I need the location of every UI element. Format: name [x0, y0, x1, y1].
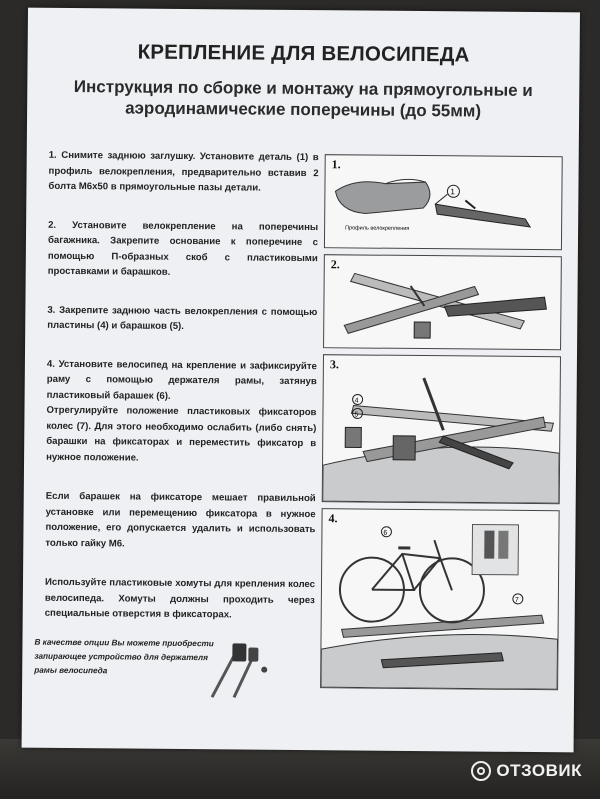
figure-3-drawing [323, 355, 560, 503]
callout-7: 7 [514, 596, 519, 604]
figure-3 [322, 354, 561, 504]
document-title: КРЕПЛЕНИЕ ДЛЯ ВЕЛОСИПЕДА [137, 40, 470, 67]
steps-column [45, 148, 319, 624]
figure-1 [324, 154, 563, 250]
figure-3-number: 3. [329, 357, 339, 372]
figure-2-drawing [324, 255, 561, 349]
figure-4 [320, 508, 560, 690]
otzovik-watermark [471, 761, 582, 781]
step-4-text: 4. Установите велосипед на крепление и зафиксируйте раму с помощью держателя рамы, затянув пластиковый барашек (6). [46, 358, 317, 402]
figure-1-drawing [325, 155, 562, 249]
step-remove-knob-text: Если барашек на фиксаторе мешает правильной установке или перемещению фиксатора в нужное положение, его допускается удалить и использовать только гайку М6. [45, 490, 316, 549]
figure-2-number: 2. [330, 257, 340, 272]
figure-4-drawing [321, 509, 559, 689]
step-cable-ties-text: Используйте пластиковые хомуты для крепления колес велосипеда. Хомуты должны проходить через специальные отверстия в фиксаторах. [44, 576, 316, 621]
document-subtitle: Инструкция по сборке и монтажу на прямоугольные и аэродинамические поперечины (до 55мм) [73, 76, 533, 121]
callout-1: 1 [450, 187, 455, 197]
option-note: В качестве опции Вы можете приобрести запирающее устройство для держателя рамы велосипеда [34, 637, 214, 676]
figure-4-number: 4. [328, 511, 338, 526]
watermark-text: ОТЗОВИК [496, 761, 582, 780]
step-4-adjust-text: Отрегулируйте положение пластиковых фиксаторов колес (7). Для этого необходимо ослабить (либо снять) барашки на фиксаторах и переместить фиксатор в нужное положение. [46, 404, 317, 464]
lock-device-illustration [204, 639, 275, 702]
figure-2 [323, 254, 562, 350]
figure-1-label: Профиль велокрепления [345, 225, 410, 232]
callout-5: 5 [354, 411, 359, 419]
step-2-text: 2. Установите велокрепление на поперечины багажника. Закрепите основание к поперечине с помощью П-образных скоб с пластиковыми проставками и барашков. [47, 219, 319, 278]
instruction-sheet [22, 8, 580, 753]
callout-6: 6 [383, 529, 388, 537]
callout-4: 4 [354, 397, 359, 405]
step-3-text: 3. Закрепите заднюю часть велокрепления с помощью пластины (4) и барашков (5). [47, 304, 318, 332]
otzovik-logo-icon [471, 761, 491, 781]
figure-1-number: 1. [331, 157, 341, 172]
step-1-text: 1. Снимите заднюю заглушку. Установите деталь (1) в профиль велокрепления, предварительно вставив 2 болта М6х50 в прямоугольные пазы детали. [48, 149, 319, 194]
